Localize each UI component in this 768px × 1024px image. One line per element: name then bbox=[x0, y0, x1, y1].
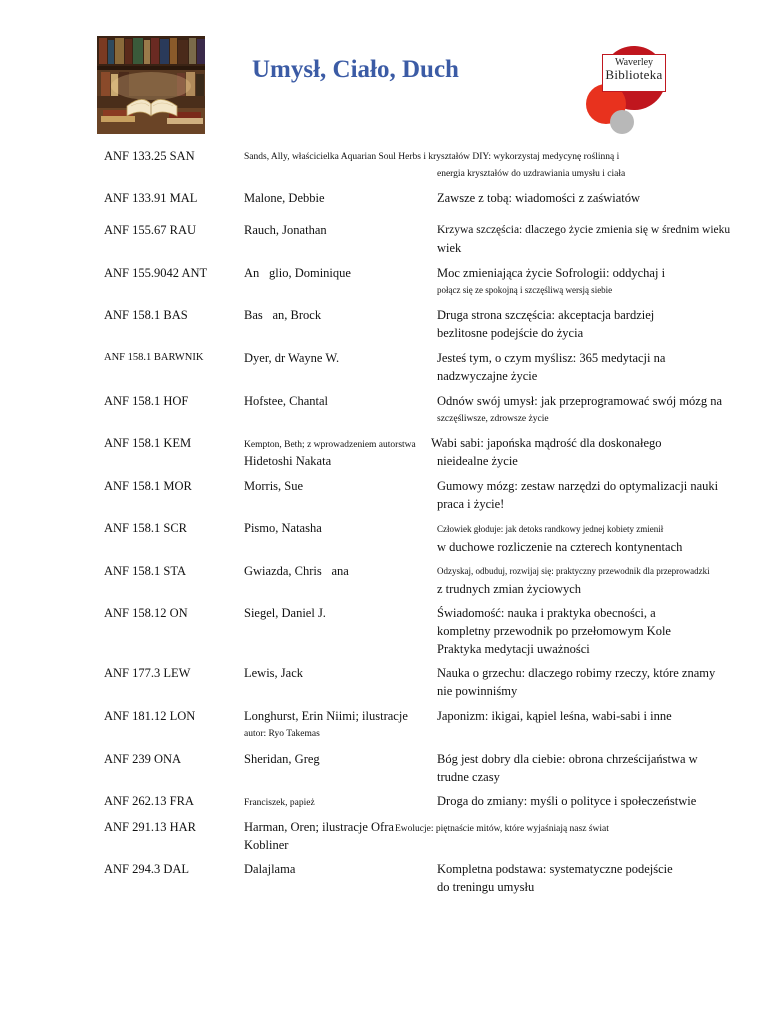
call-number: ANF 158.1 MOR bbox=[104, 479, 192, 493]
call-number: ANF 158.1 KEM bbox=[104, 436, 192, 450]
author: Kobliner bbox=[244, 838, 289, 852]
title-line: nadzwyczajne życie bbox=[437, 369, 538, 383]
title-line: Krzywa szczęścia: dlaczego życie zmienia się w średnim wieku bbox=[437, 224, 731, 236]
author: Gwiazda, Chris ana bbox=[244, 564, 349, 578]
call-number: ANF 291.13 HAR bbox=[104, 820, 197, 834]
logo-small-text: Waverley bbox=[614, 57, 654, 68]
title-line: Bóg jest dobry dla ciebie: obrona chrześcijaństwa w bbox=[437, 752, 698, 766]
author: Dyer, dr Wayne W. bbox=[244, 351, 340, 365]
page-title: Umysł, Ciało, Duch bbox=[252, 56, 459, 83]
title-line: Nauka o grzechu: dlaczego robimy rzeczy, które znamy bbox=[437, 666, 716, 680]
title-line: Praktyka medytacji uważności bbox=[437, 642, 590, 656]
author: Malone, Debbie bbox=[244, 191, 325, 205]
call-number: ANF 239 ONA bbox=[104, 752, 182, 766]
author: Pismo, Natasha bbox=[244, 521, 322, 535]
call-number: ANF 155.9042 ANT bbox=[104, 266, 208, 280]
author: An glio, Dominique bbox=[244, 266, 351, 280]
author: Dalajlama bbox=[244, 862, 296, 876]
author: Kempton, Beth; z wprowadzeniem autorstwa bbox=[244, 440, 416, 450]
title-line: praca i życie! bbox=[437, 497, 505, 511]
title-line: Druga strona szczęścia: akceptacja bardziej bbox=[437, 308, 655, 322]
title-line: kompletny przewodnik po przełomowym Kole bbox=[437, 624, 671, 638]
author: Sheridan, Greg bbox=[244, 752, 320, 766]
call-number: ANF 294.3 DAL bbox=[104, 862, 190, 876]
call-number: ANF 155.67 RAU bbox=[104, 223, 197, 237]
call-number: ANF 158.1 BAS bbox=[104, 308, 188, 322]
title-line: Ewolucje: piętnaście mitów, które wyjaśniają nasz świat bbox=[395, 824, 609, 834]
title-line: Świadomość: nauka i praktyka obecności, a bbox=[437, 606, 656, 620]
title-line: z trudnych zmian życiowych bbox=[437, 582, 582, 596]
call-number: ANF 158.1 BARWNIK bbox=[104, 352, 204, 363]
call-number: ANF 158.1 HOF bbox=[104, 394, 189, 408]
title-line: Moc zmieniająca życie Sofrologii: oddychaj i bbox=[437, 266, 666, 280]
title-line: Człowiek głoduje: jak detoks randkowy jednej kobiety zmienił bbox=[437, 524, 664, 534]
title-line: Gumowy mózg: zestaw narzędzi do optymalizacji nauki bbox=[437, 479, 719, 493]
author: Rauch, Jonathan bbox=[244, 223, 327, 237]
title-line: Odnów swój umysł: jak przeprogramować swój mózg na bbox=[437, 394, 723, 408]
logo-big-text: Biblioteka bbox=[605, 67, 663, 82]
author: Hofstee, Chantal bbox=[244, 394, 329, 408]
author: autor: Ryo Takemas bbox=[244, 729, 320, 739]
call-number: ANF 181.12 LON bbox=[104, 709, 196, 723]
title-line: nie powinniśmy bbox=[437, 684, 518, 698]
author: Lewis, Jack bbox=[244, 666, 304, 680]
author: Franciszek, papież bbox=[244, 798, 315, 808]
call-number: ANF 133.25 SAN bbox=[104, 149, 195, 163]
title-line: trudne czasy bbox=[437, 770, 500, 784]
title-line: energia kryształów do uzdrawiania umysłu i ciała bbox=[437, 169, 626, 179]
author: Siegel, Daniel J. bbox=[244, 606, 326, 620]
call-number: ANF 158.1 STA bbox=[104, 564, 186, 578]
books-photo bbox=[97, 36, 205, 134]
title-line: połącz się ze spokojną i szczęśliwą wersją siebie bbox=[437, 285, 613, 295]
title-line: w duchowe rozliczenie na czterech kontynentach bbox=[437, 540, 683, 554]
title-line: Zawsze z tobą: wiadomości z zaświatów bbox=[437, 191, 641, 205]
title-line: Japonizm: ikigai, kąpiel leśna, wabi-sabi i inne bbox=[437, 709, 672, 723]
author: Bas an, Brock bbox=[244, 308, 322, 322]
call-number: ANF 158.12 ON bbox=[104, 606, 188, 620]
author: Harman, Oren; ilustracje Ofra bbox=[244, 820, 394, 834]
title-line: Wabi sabi: japońska mądrość dla doskonałego bbox=[431, 436, 662, 450]
title-line: nieidealne życie bbox=[437, 454, 518, 468]
author: Hidetoshi Nakata bbox=[244, 454, 332, 468]
author: Longhurst, Erin Niimi; ilustracje bbox=[244, 709, 408, 723]
call-number: ANF 177.3 LEW bbox=[104, 666, 191, 680]
title-line: Jesteś tym, o czym myślisz: 365 medytacji na bbox=[437, 351, 666, 365]
call-number: ANF 133.91 MAL bbox=[104, 191, 198, 205]
title-line: Kompletna podstawa: systematyczne podejście bbox=[437, 862, 673, 876]
title-line: do treningu umysłu bbox=[437, 880, 535, 894]
call-number: ANF 158.1 SCR bbox=[104, 521, 188, 535]
title-line: bezlitosne podejście do życia bbox=[437, 326, 584, 340]
author: Sands, Ally, właścicielka Aquarian Soul Herbs i kryształów DIY: wykorzystaj medycynę roślinną i bbox=[244, 152, 620, 162]
title-line: Odzyskaj, odbuduj, rozwijaj się: praktyczny przewodnik dla przeprowadzki bbox=[437, 566, 710, 576]
title-line: wiek bbox=[437, 241, 462, 255]
title-line: Droga do zmiany: myśli o polityce i społeczeństwie bbox=[437, 794, 697, 808]
library-logo-text bbox=[602, 54, 666, 92]
title-line: szczęśliwsze, zdrowsze życie bbox=[437, 414, 549, 424]
call-number: ANF 262.13 FRA bbox=[104, 794, 194, 808]
author: Morris, Sue bbox=[244, 479, 304, 493]
